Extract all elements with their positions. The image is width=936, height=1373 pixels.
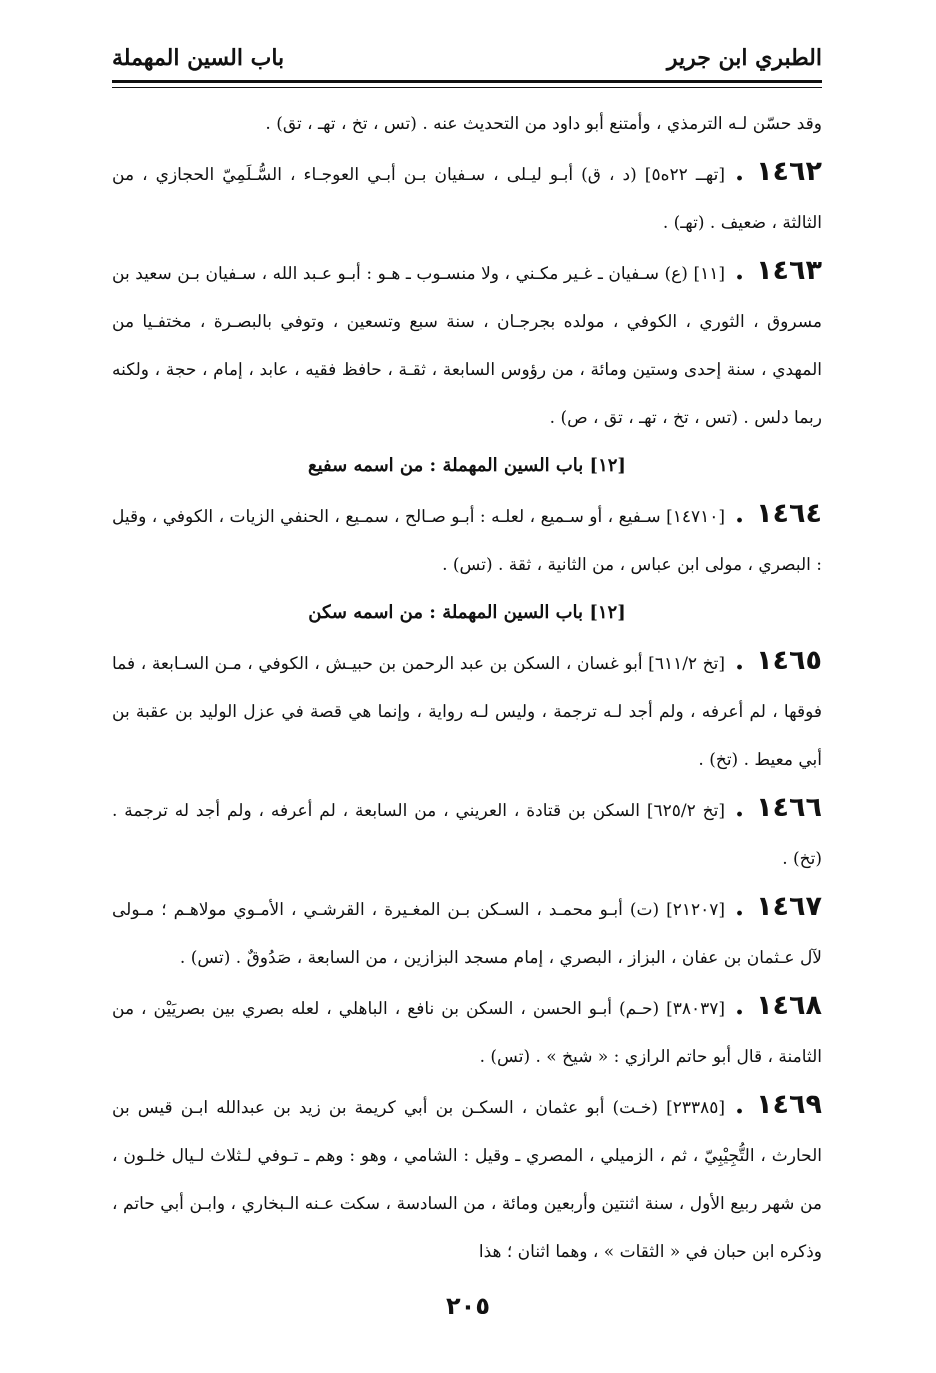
entry-text: [تهــ ٢٢ه٥] (د ، ق) أبـو ليـلى ، سـفيان بـن أبـي العوجـاء ، السُّـلَمِيّ الحجازي ، من الثالثة ، ضعيف . (تهـ) .: [112, 165, 822, 233]
entry-1465: [112, 637, 822, 784]
header-left-title: باب السين المهملة: [112, 45, 285, 71]
entry-1462: [112, 148, 822, 247]
entry-dot: .: [735, 1090, 745, 1120]
entry-number: ١٤٦٧: [756, 891, 822, 922]
entry-number: ١٤٦٨: [756, 990, 822, 1021]
entry-dot: .: [735, 991, 745, 1021]
entry-text: [تخ ٦١١/٢] أبو غسان ، السكن بن عبد الرحمن بن حبيـش ، الكوفي ، مـن السـابعة ، فما فوقها ، لم أعرفه ، ولم أجد لـه ترجمة ، وليس لـه رواية ، وإنما هي قصة في عزل الوليد بن عقبة بن أبي معيط . (تخ) .: [112, 654, 822, 770]
entry-dot: .: [735, 892, 745, 922]
entry-number: ١٤٦٩: [756, 1089, 822, 1120]
entry-1466: [112, 784, 822, 883]
entry-number: ١٤٦٦: [756, 792, 822, 823]
page-number: ٢٠٥: [446, 1292, 490, 1320]
entry-dot: .: [735, 256, 745, 286]
entry-number: ١٤٦٥: [756, 645, 822, 676]
header-rule-thick: [112, 80, 822, 83]
header-rule-thin: [112, 87, 822, 88]
entry-dot: .: [735, 157, 745, 187]
entry-1464: [112, 490, 822, 589]
entry-dot: .: [735, 793, 745, 823]
header-right-title: الطبري ابن جرير: [666, 45, 822, 71]
main-text: [112, 100, 822, 1276]
entry-number: ١٤٦٢: [756, 156, 822, 187]
entry-text: [١١] (ع) سـفيان ـ غـير مكـني ، ولا منسـوب ـ هـو : أبـو عـبد الله ، سـفيان بـن سعيد بن مسروق ، الثوري ، الكوفي ، مولده بجرجـان ، سنة سبع وتسعين ، وتوفي بالبصـرة ، مختفـيا من المهدي ، سنة إحدى وستين ومائة ، من رؤوس السابعة ، ثقـة ، حافظ فقيه ، عابد ، إمام ، حجة ، ولكنه ربما دلس . (تس ، تخ ، تهـ ، تق ، ص) .: [112, 264, 822, 428]
entry-1463: [112, 247, 822, 442]
section-heading-sakan: [١٢] باب السين المهملة : من اسمه سكن: [308, 602, 626, 623]
entry-1469: [112, 1081, 822, 1276]
entry-number: ١٤٦٣: [756, 255, 822, 286]
entry-dot: .: [735, 646, 745, 676]
entry-text: [٢١٢٠٧] (ت) أبـو محمـد ، السـكن بـن المغـيرة ، القرشـي ، الأمـوي مولاهـم ؛ مـولى لآل عـثمان بن عفان ، البزاز ، البصري ، إمام مسجد البزازين ، من السابعة ، صَدُوقٌ . (تس) .: [112, 900, 822, 968]
entry-1467: [112, 883, 822, 982]
entry-1468: [112, 982, 822, 1081]
entry-text: [٢٣٣٨٥] (خـت) أبو عثمان ، السكـن بن أبي كريمة بن زيد بن عبدالله ابـن قيس بن الحارث ، التُّجِيْبِيّ ، ثم ، الزميلي ، المصري ـ وقيل : الشامي ، وهو : وهم ـ تـوفي لـثلاث لـيال خلـون ، من شهر ربيع الأول ، سنة اثنتين وأربعين ومائة ، من السادسة ، سكت عـنه الـبخاري ، وابـن أبي حاتم ، وذكره ابن حبان في « الثقات » ، وهما اثنان ؛ هذا: [112, 1098, 823, 1262]
section-heading-sufay: [١٢] باب السين المهملة : من اسمه سفيع: [308, 455, 626, 476]
entry-text: [تخ ٦٢٥/٢] السكن بن قتادة ، العريني ، من السابعة ، لم أعرفه ، ولم أجد له ترجمة . (تخ) .: [112, 801, 822, 869]
continuation-paragraph: وقد حسّن لـه الترمذي ، وأمتنع أبو داود من التحديث عنه . (تس ، تخ ، تهـ ، تق) .: [265, 114, 822, 134]
entry-number: ١٤٦٤: [756, 498, 822, 529]
running-header: [112, 40, 822, 76]
entry-text: [١٤٧١٠] سـفيع ، أو سـميع ، لعلـه : أبـو صـالح ، سمـيع ، الحنفي الزيات ، الكوفي ، وقيل : البصري ، مولى ابن عباس ، من الثانية ، ثقة . (تس) .: [112, 507, 822, 575]
entry-dot: .: [735, 499, 745, 529]
entry-text: [٣٨٠٣٧] (حـم) أبـو الحسن ، السكن بن نافع ، الباهلي ، لعله بصري بين بصريَيْن ، من الثامنة ، قال أبو حاتم الرازي : « شيخ » . (تس) .: [112, 999, 822, 1067]
